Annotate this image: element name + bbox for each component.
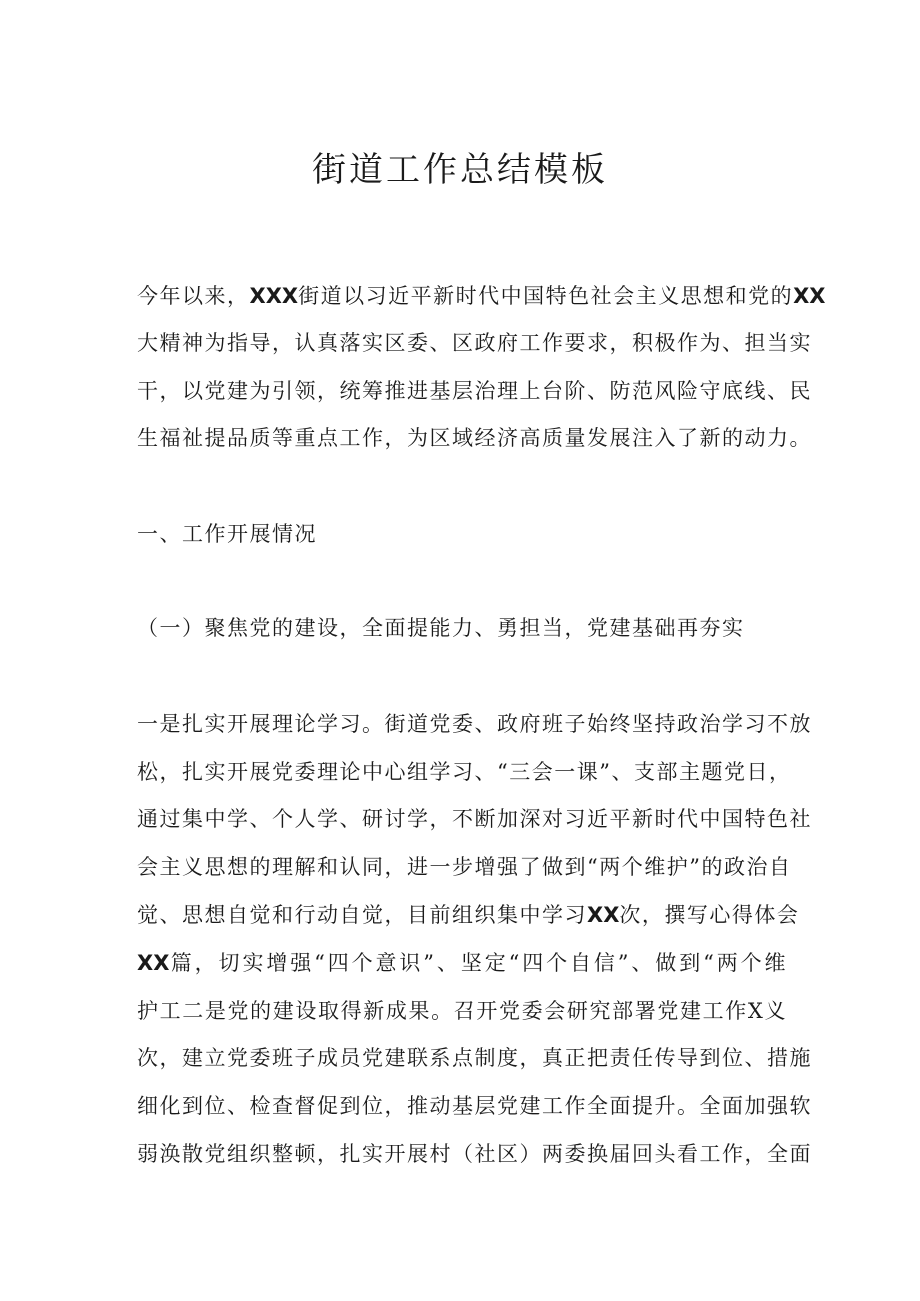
text-run: 次，建立党委班子成员党建联系点制度，真正把责任传导到位、措施 — [137, 1046, 812, 1070]
text-run: 松，扎实开展党委理论中心组学习、“三会一课”、支部主题党日， — [137, 760, 792, 784]
intro-line-4 — [137, 423, 812, 453]
body-line-9 — [137, 1091, 812, 1121]
body-line-5 — [137, 900, 800, 930]
text-run: 干，以党建为引领，统筹推进基层治理上台阶、防范风险守底线、民 — [137, 379, 812, 403]
text-run: 一是扎实开展理论学习。街道党委、政府班子始终坚持政治学习不放 — [137, 712, 812, 736]
placeholder-xx: XX — [793, 284, 826, 308]
body-line-8 — [137, 1043, 812, 1073]
placeholder-xxx: XXX — [249, 284, 299, 308]
text-run: 次，撰写心得体会 — [619, 903, 800, 927]
text-run: 今年以来， — [137, 284, 250, 308]
text-run: 觉、思想自觉和行动自觉，目前组织集中学习 — [137, 903, 587, 927]
intro-line-3 — [137, 376, 812, 406]
text-run: 篇，切实增强“四个意识”、坚定“四个自信”、做到“两个维 — [169, 951, 787, 975]
document-title: 街道工作总结模板 — [312, 150, 608, 190]
text-run: 细化到位、检查督促到位，推动基层党建工作全面提升。全面加强软 — [137, 1094, 812, 1118]
intro-line-2 — [137, 328, 812, 358]
text-run: 生福祉提品质等重点工作，为区域经济高质量发展注入了新的动力。 — [137, 426, 812, 450]
body-line-3 — [137, 804, 812, 834]
body-line-2 — [137, 757, 792, 787]
text-run: 街道以习近平新时代中国特色社会主义思想和党的 — [298, 284, 794, 308]
body-line-10 — [137, 1139, 812, 1169]
text-run: 会主义思想的理解和认同，进一步增强了做到“两个维护”的政治自 — [137, 855, 792, 879]
body-line-1 — [137, 709, 812, 739]
text-run: 弱涣散党组织整顿，扎实开展村（社区）两委换届回头看工作，全面 — [137, 1142, 812, 1166]
body-line-4 — [137, 852, 792, 882]
section-heading: 一、工作开展情况 — [137, 522, 317, 546]
body-line-6 — [137, 948, 787, 978]
placeholder-xx: XX — [137, 951, 170, 975]
placeholder-xx: XX — [587, 903, 620, 927]
text-run: 护工二是党的建设取得新成果。召开党委会研究部署党建工作X义 — [137, 999, 787, 1023]
body-line-7 — [137, 996, 787, 1026]
subsection-heading: （一）聚焦党的建设，全面提能力、勇担当，党建基础再夯实 — [137, 616, 745, 640]
text-run: 大精神为指导，认真落实区委、区政府工作要求，积极作为、担当实 — [137, 331, 812, 355]
intro-line-1 — [137, 281, 826, 311]
text-run: 通过集中学、个人学、研讨学，不断加深对习近平新时代中国特色社 — [137, 807, 812, 831]
